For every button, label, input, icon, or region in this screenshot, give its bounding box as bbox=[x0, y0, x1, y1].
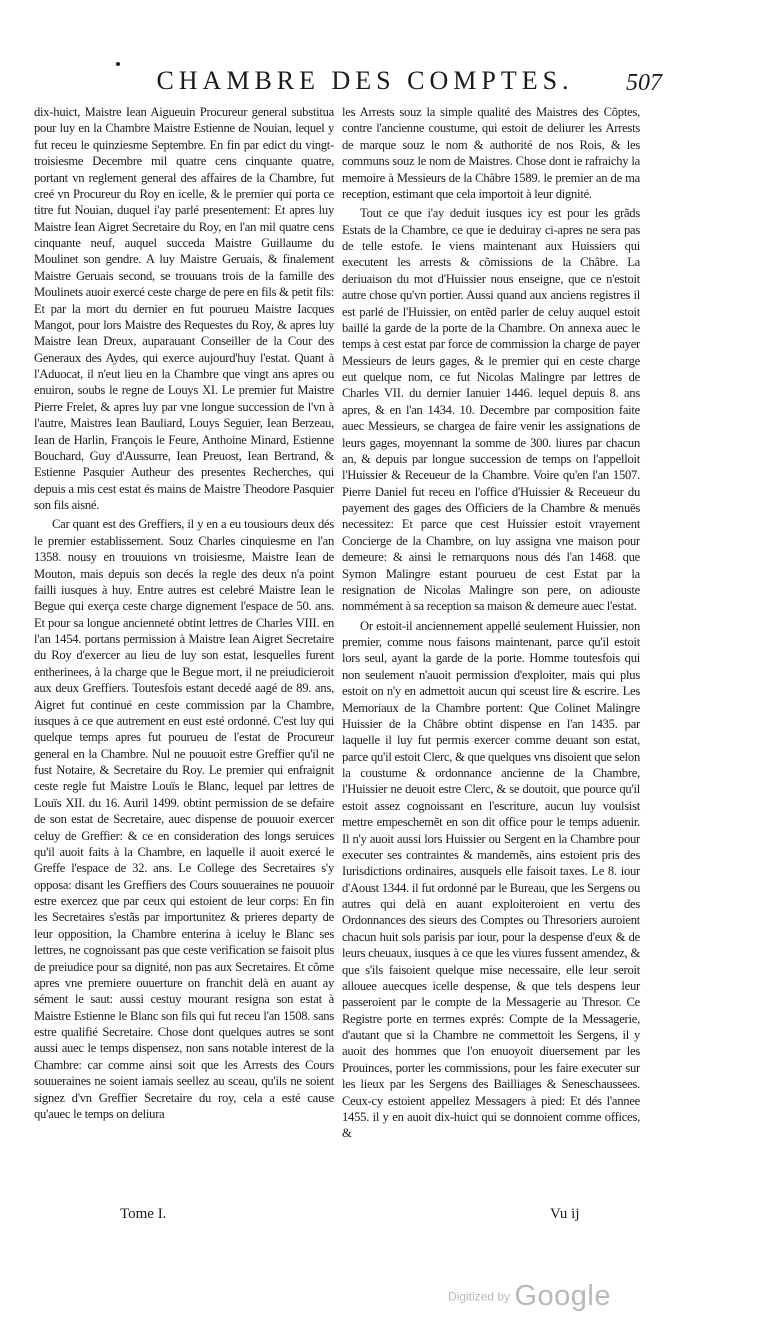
running-head: CHAMBRE DES COMPTES. bbox=[156, 66, 574, 95]
volume-label: Tome I. bbox=[120, 1206, 167, 1222]
digitization-watermark bbox=[448, 1280, 611, 1313]
page-number: 507 bbox=[626, 70, 662, 96]
watermark-prefix: Digitized by bbox=[448, 1289, 511, 1304]
paragraph: Car quant est des Greffiers, il y en a eu tousiours deux dés le premier establissement. Souz Charles cinquiesme en l'an 1358. nousy en trouuions vn troisiesme, Maistre Iean de Mouton, mais depuis son decés la regle des deux n'a point failli iusques à huy. Entre autres est celebré Maistre Iean le Begue qui exerça ceste charge dignement l'espace de 50. ans. Et pour sa longue ancienneté obtint lettres de Charles VIII. en l'an 1454. portans permission à Maistre Iean Aigret Secretaire du Roy d'exercer au lieu de luy son estat, lesquelles furent entherinees, à la charge que le Begue mort, il ne preiudicieroit aux deux Greffiers. Toutesfois estant decedé aagé de 89. ans, Aigret fut continué en ceste commission par la Chambre, iusques à ce que autrement en eust esté ordonné. C'est luy qui quelque temps apres fut pourueu de l'estat de Procureur general en la Chambre. Nul ne pouuoit estre Greffier qu'il ne fust Notaire, & Secretaire du Roy. Le premier qui enfraignit ceste regle fut Maistre Louïs le Blanc, lequel par lettres de Louïs XII. du 16. Auril 1499. obtint permission de se defaire de son estat de Secretaire, auec dispense de pouuoir exercer celuy de Greffier: & ce en consideration des longs seruices qu'il auoit faits à la Chambre, en laquelle il auoit exercé le Greffe l'espace de 32. ans. Le College des Secretaires s'y opposa: disant les Greffiers des Cours souueraines ne pouuoir estre exercez que par ceux qui estoient de leur corps: En fin les Secretaires s'estãs par importunitez & prieres departy de leur opposition, la Chambre enterina à iceluy le Blanc ses lettres, ne cognoissant pas que ceste verification se faisoit plus de preiudice pour sa dignité, non pas aux Secretaires. Et cõme apres vne premiere ouuerture on franchit delà en auant ay sément le saut: aussi cestuy mourant resigna son estat à Maistre Estienne le Blanc son fils qui fut receu l'an 1508. sans estre qualifié Secretaire. Chose dont quelques autres se sont aussi auec le temps dispensez, non sans notable interest de la Chambre: car comme ainsi soit que les Arrests des Cours souueraines ne soient iamais seellez au sceau, qu'ils ne soient signez d'vn Greffier Secretaire du roy, cela a esté cause qu'auec le temps on deliura bbox=[34, 517, 334, 1121]
paragraph: les Arrests souz la simple qualité des Maistres des Cõptes, contre l'ancienne coustume, qui estoit de deliurer les Arrests de marque souz le nom & authorité de nos Rois, & les communs souz le nom de Maistres. Chose dont ie rafraichy la memoire à Messieurs de la Châbre 1589. le premier an de ma reception, estimant que cela importoit à leur dignité. bbox=[342, 105, 640, 201]
signature-mark: Vu ij bbox=[550, 1206, 580, 1222]
right-column bbox=[342, 104, 640, 1142]
paragraph: dix-huict, Maistre Iean Aigueuin Procureur general substitua pour luy en la Chambre Maistre Estienne de Nouian, lequel y fut receu le quinziesme Septembre. En fin par edict du vingt-troisiesme Decembre mil quatre cens cinquante quatre, portant vn reglement general des affaires de la Chambre, fut creé vn Procureur du Roy en icelle, & le premier qui porta ce titre fut Nouian, duquel i'ay parlé presentement: Et apres luy Maistre Iean Aigret Secretaire du Roy, en l'an mil quatre cens cinquante neuf, auquel succeda Maistre Guillaume du Moulinet son gendre. A luy Maistre Geruais, & finalement Maistre Geruais second, se trouuans trois de la famille des Moulinets auoir exercé ceste charge de pere en fils & petit fils: Et par la mort du dernier en fut pourueu Maistre Iacques Mangot, pour lors Maistre des Requestes du Roy, & apres luy Maistre Iean Dreux, auparauant Conseiller de la Cour des Generaux des Aydes, qui exerce aujourd'huy l'estat. Quant à l'Aduocat, il n'eut lieu en la Chambre que vingt ans apres ou enuiron, soubs le regne de Louys XI. Le premier fut Maistre Pierre Frelet, & apres luy par vne longue succession de l'vn à l'autre, Maistres Iean Bauliard, Louys Seguier, Iean Berzeau, Iean de Harlin, François le Feure, Anthoine Minard, Estienne Bouchard, Guy d'Aussurre, Iean Preuost, Iean Bertrand, & Estienne Pasquier Autheur des presentes Recherches, qui depuis a mis cest estat és mains de Maistre Theodore Pasquier son fils aisné. bbox=[34, 105, 334, 512]
left-column bbox=[34, 104, 334, 1122]
google-logo: Google bbox=[514, 1280, 611, 1312]
ink-dot bbox=[116, 62, 120, 66]
paragraph: Tout ce que i'ay deduit iusques icy est pour les grãds Estats de la Chambre, ce que ie deduiray ci-apres ne sera pas de telle estofe. Ie viens maintenant aux Huissiers qui executent les arrests & cõmissions de la Châbre. La deriuaison du mot d'Huissier nous enseigne, que ce n'estoit autre chose qu'vn portier. Aussi quand aux anciens registres il est parlé de l'Huissier, on entẽd parler de celuy auquel estoit baillé la garde de la porte de la Chambre. On annexa auec le temps à cest estat par force de commission la charge de payer Messieurs de leurs gages, & le premier qui en ceste charge eut quelque nom, ce fut Nicolas Malingre par lettres de Charles VII. du dernier Ianuier 1446. lequel depuis 8. ans apres, & en l'an 1434. 10. Decembre par composition faite auec Messieurs, se chargea de faire venir les assignations de leurs gages, moyennant la somme de 300. liures par chacun an, & depuis par longue succession de temps on l'appelloit l'Huissier & Receueur de la Chambre. Voire qu'en l'an 1507. Pierre Daniel fut receu en l'office d'Huissier & Receueur du payement des gages des Officiers de la Chambre & menuës necessitez: Et parce que cest Huissier estoit vrayement Concierge de la Chambre, on luy assigna vne maison pour demeure: & ainsi le remarquons nous dés l'an 1468. que Symon Malingre estant pourueu de cest Estat par la resignation de Nicolas Malingre son pere, on adiouste nommément à sa reception sa maison & demeure auec l'estat. bbox=[342, 206, 640, 614]
paragraph: Or estoit-il anciennement appellé seulement Huissier, non premier, comme nous faisons maintenant, parce qu'il estoit lors seul, ayant la garde de la porte. Homme toutesfois qui non seulement n'auoit permission d'exploiter, mais qui plus estoit on n'y en admettoit aucun qui sceust lire & escrire. Les Memoriaux de la Chambre portent: Que Colinet Malingre Huissier de la Châbre obtint dispense en l'an 1435. par laquelle il luy fut permis exercer comme deuant son estat, parce qu'il estoit Clerc, & que quelques vns disoient que selon la coustume & ordonnance ancienne de la Chambre, l'Huissier ne deuoit estre Clerc, & se doutoit, que pource qu'il estoit assez cognoissant en l'escriture, aucun luy voulsist mettre empeschemẽt en son dit office pour le temps aduenir. Il n'y auoit aussi lors Huissier ou Sergent en la Chambre pour executer ses contraintes & mandemẽs, ains estoient pris des Iurisdictions ordinaires, ausquels elle faisoit taxes. Le 8. iour d'Aoust 1344. il fut ordonné par le Bureau, que les Sergens ou autres qui delà en auant exploiteroient en vertu des Ordonnances des sieurs des Comptes ou Thresoriers auroient chacun huit sols parisis par iour, pour la despense d'eux & de leurs cheuaux, iusques à ce que les viures fussent amendez, & que s'ils faisoient quelque mise necessaire, elle leur seroit allouee auecques icelle despense, & que tels despens leur passeroient par le compte de la Messagerie au Thresor. Ce Registre porte en termes exprés: Compte de la Messagerie, d'autant que si la Chambre ne commettoit les Sergens, il y auoit des hommes que l'on enuoyoit diuersement par les Prouinces, porter les commissions, pour les faire executer sur les lieux par les Sergens des Bailliages & Seneschaussees. Ceux-cy estoient appellez Messagers à pied: Et dés l'annee 1455. il y en auoit dix-huict qui se donnoient comme offices, & bbox=[342, 618, 640, 1141]
